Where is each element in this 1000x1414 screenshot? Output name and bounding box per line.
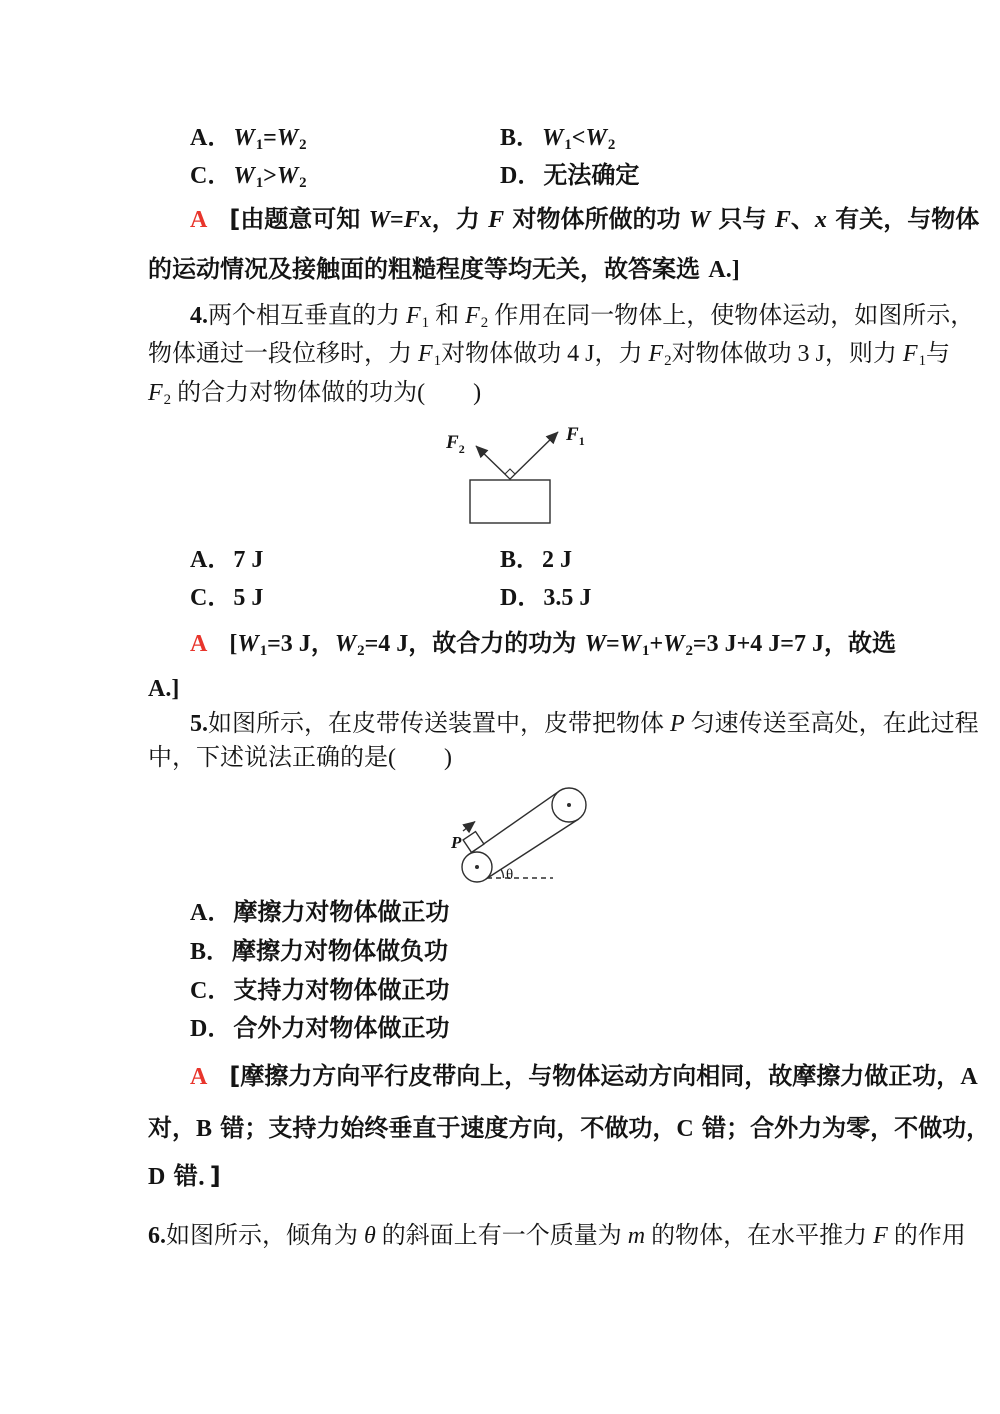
text-segment: 1 — [918, 352, 927, 369]
q5-option-a-text — [233, 898, 449, 926]
q3-option-a — [190, 121, 307, 153]
text-segment: F — [406, 303, 421, 329]
text-segment: 有关，与物体 — [826, 205, 980, 233]
velocity-arrow — [463, 822, 475, 832]
force-f1-label: $F_1$ — [566, 424, 585, 448]
belt-lower-line — [485, 819, 578, 879]
text-segment: D — [148, 1164, 166, 1190]
text-segment: W — [276, 125, 299, 151]
q3-option-d-text — [543, 161, 639, 189]
q3-option-b-text — [542, 123, 615, 151]
text-segment: 5 J — [233, 585, 264, 611]
q4-option-c-letter: C． — [190, 585, 232, 611]
text-segment: 1 — [421, 314, 430, 331]
text-segment: F — [488, 207, 505, 233]
text-segment: F — [148, 380, 163, 406]
text-segment: x — [814, 207, 827, 233]
q3-option-b-letter: B． — [500, 125, 541, 151]
q4-option-c-text — [233, 583, 263, 611]
text-segment: C — [676, 1116, 694, 1142]
text-segment: W — [233, 125, 255, 151]
text-segment: W — [663, 631, 685, 657]
text-segment: 与 — [926, 341, 951, 367]
q5-option-b-letter: B． — [190, 939, 231, 965]
text-segment: 2 — [685, 642, 693, 659]
q3-option-b — [500, 121, 615, 153]
text-segment: 摩擦力对物体做负功 — [232, 937, 449, 965]
angle-arc — [501, 869, 504, 878]
text-segment: W — [688, 207, 711, 233]
text-segment: 3.5 J — [543, 585, 592, 611]
text-segment: 合外力对物体做正功 — [233, 1014, 450, 1042]
q4-stem-line2 — [148, 338, 950, 370]
text-segment: Fx — [403, 207, 432, 233]
text-segment: 4. — [190, 303, 208, 329]
text-segment: A — [960, 1064, 978, 1090]
text-segment: 两个相互垂直的力 — [208, 303, 406, 329]
text-segment: 2 — [299, 174, 307, 191]
q3-option-d — [500, 159, 639, 191]
text-segment: 物体通过一段位移时，力 — [148, 341, 418, 367]
q4-option-c — [190, 581, 263, 613]
q4-stem-text1 — [190, 303, 974, 329]
q5-option-d-text — [233, 1014, 449, 1042]
text-segment: ，力 — [431, 205, 489, 233]
text-segment: =3 J+4 J=7 J — [692, 631, 824, 657]
q3-option-a-text — [233, 123, 306, 151]
q5-option-c-text — [233, 976, 449, 1004]
q4-option-a — [190, 543, 263, 575]
q5-option-d-letter: D． — [190, 1016, 232, 1042]
text-segment: 的合力对物体做的功为( ) — [171, 380, 482, 406]
text-segment: A.] — [708, 257, 740, 283]
text-segment: 只与 — [710, 205, 775, 233]
text-segment: 5. — [190, 711, 208, 737]
q3-option-d-letter: D． — [500, 163, 542, 189]
q5-answer-line2 — [148, 1112, 990, 1144]
block-rect — [470, 480, 550, 523]
q5-answer-text2 — [148, 1114, 990, 1142]
q5-answer-line3 — [148, 1160, 221, 1192]
q4-force-diagram — [428, 412, 638, 530]
text-segment: W — [584, 631, 606, 657]
q5-answer-text3 — [148, 1162, 221, 1190]
text-segment: 的斜面上有一个质量为 — [375, 1223, 628, 1249]
text-segment: W — [368, 207, 391, 233]
text-segment: P — [670, 711, 685, 737]
text-segment: 1 — [259, 642, 268, 659]
text-segment: 2 — [664, 352, 672, 369]
q4-stem-text3 — [148, 380, 481, 406]
q4-option-b-text — [542, 545, 572, 573]
q4-stem-text2 — [148, 341, 950, 367]
q5-option-b-text — [232, 937, 448, 965]
text-segment: 1 — [255, 136, 264, 153]
text-segment: 错；合外力为零，不做功， — [693, 1114, 991, 1142]
text-segment: θ — [364, 1223, 376, 1249]
text-segment: 对， — [148, 1114, 196, 1142]
q5-option-a — [190, 896, 449, 928]
q4-option-b-letter: B． — [500, 547, 541, 573]
text-segment: 2 — [163, 391, 172, 408]
q3-answer-marker: A — [190, 207, 208, 233]
q5-answer-line1 — [190, 1060, 978, 1092]
text-segment: W — [233, 163, 255, 189]
text-segment: [ — [229, 631, 238, 657]
text-segment: 1 — [433, 352, 442, 369]
q4-option-d — [500, 581, 591, 613]
q5-answer-text1 — [229, 1062, 977, 1090]
q5-option-d — [190, 1012, 449, 1044]
text-segment: 错；支持力始终垂直于速度方向，不做功， — [212, 1114, 677, 1142]
q6-stem-text1 — [148, 1223, 966, 1249]
angle-theta-label: θ — [506, 867, 514, 883]
text-segment: 摩擦力对物体做正功 — [233, 898, 450, 926]
q4-answer-line1 — [190, 627, 896, 659]
q4-option-d-text — [543, 583, 591, 611]
text-segment: 6. — [148, 1223, 166, 1249]
text-segment: 错．] — [165, 1162, 221, 1190]
text-segment: 如图所示，在皮带传送装置中，皮带把物体 — [208, 711, 670, 737]
q5-option-a-letter: A． — [190, 900, 232, 926]
q4-answer-text1 — [229, 629, 896, 657]
text-segment: 7 J — [233, 547, 264, 573]
text-segment: ，故选 — [823, 629, 896, 657]
text-segment: 的物体，在水平推力 — [645, 1223, 874, 1249]
text-segment: F — [873, 1223, 888, 1249]
text-segment: 2 — [480, 314, 489, 331]
text-segment: = — [390, 207, 404, 233]
q4-option-a-text — [233, 545, 263, 573]
text-segment: [摩擦力方向平行皮带向上，与物体运动方向相同，故摩擦力做正功， — [229, 1062, 961, 1090]
q3-answer-line1 — [190, 203, 979, 235]
block-p-label: P — [451, 833, 462, 852]
text-segment: m — [627, 1223, 646, 1249]
text-segment: F — [418, 341, 433, 367]
q3-answer-text1 — [229, 205, 979, 233]
text-segment: F — [774, 207, 791, 233]
text-segment: W — [619, 631, 642, 657]
text-segment: 1 — [564, 136, 572, 153]
text-segment: 匀速传送至高处，在此过程 — [684, 711, 979, 737]
q5-option-c — [190, 974, 449, 1006]
text-segment: < — [571, 125, 586, 151]
text-segment: 对物体做功 3 J，则力 — [671, 341, 903, 367]
q3-option-c — [190, 159, 307, 191]
q5-answer-marker: A — [190, 1064, 208, 1090]
text-segment: 、 — [790, 205, 815, 233]
q5-stem-text2 — [148, 745, 452, 771]
q4-option-b — [500, 543, 572, 575]
lower-pulley-axle — [475, 865, 479, 869]
text-segment: 的运动情况及接触面的粗糙程度等均无关，故答案选 — [148, 255, 709, 283]
text-segment: 和 — [429, 303, 466, 329]
text-segment: =4 J — [364, 631, 409, 657]
text-segment: F — [465, 303, 480, 329]
q4-stem-line1 — [190, 300, 974, 332]
q3-answer-line2 — [148, 253, 740, 285]
q4-option-a-letter: A． — [190, 547, 232, 573]
q3-option-c-text — [233, 161, 306, 189]
text-segment: 1 — [255, 174, 264, 191]
text-segment: ，故合力的功为 — [408, 629, 585, 657]
text-segment: 支持力对物体做正功 — [233, 976, 450, 1004]
text-segment: [由题意可知 — [229, 205, 369, 233]
text-segment: = — [263, 125, 277, 151]
q4-answer-line2 — [148, 672, 179, 704]
text-segment: 2 — [357, 642, 365, 659]
q5-option-c-letter: C． — [190, 978, 232, 1004]
text-segment: 2 J — [542, 547, 573, 573]
q4-answer-marker: A — [190, 631, 208, 657]
block-p-rect — [463, 832, 484, 853]
text-segment: W — [334, 631, 357, 657]
q5-conveyor-diagram — [425, 780, 640, 892]
text-segment: + — [649, 631, 664, 657]
force-f2-label: $F_2$ — [446, 432, 465, 456]
text-segment: 如图所示，倾角为 — [166, 1223, 364, 1249]
q6-stem-line1 — [148, 1220, 966, 1252]
text-segment: F — [648, 341, 664, 367]
text-segment: ， — [310, 629, 335, 657]
text-segment: =3 J — [267, 631, 311, 657]
text-segment: 2 — [299, 136, 307, 153]
text-segment: A.] — [148, 676, 180, 702]
text-segment: W — [237, 631, 259, 657]
text-segment: 对物体做功 4 J，力 — [441, 341, 649, 367]
q5-stem-line1 — [190, 708, 979, 740]
q4-stem-line3 — [148, 377, 481, 409]
text-segment: B — [196, 1116, 213, 1142]
text-segment: W — [542, 125, 564, 151]
upper-pulley-axle — [567, 803, 571, 807]
q3-option-c-letter: C． — [190, 163, 232, 189]
text-segment: 中，下述说法正确的是( ) — [148, 745, 452, 771]
right-angle-marker — [505, 469, 515, 479]
text-segment: 1 — [642, 642, 650, 659]
text-segment: 作用在同一物体上，使物体运动，如图所示， — [488, 303, 975, 329]
text-segment: W — [585, 125, 607, 151]
text-segment: = — [605, 631, 620, 657]
q5-option-b — [190, 935, 448, 967]
q4-option-d-letter: D． — [500, 585, 542, 611]
q3-option-a-letter: A． — [190, 125, 232, 151]
q5-stem-line2 — [148, 742, 452, 774]
text-segment: F — [902, 341, 918, 367]
text-segment: W — [276, 163, 299, 189]
text-segment: 无法确定 — [543, 161, 640, 189]
force-f1-arrow — [510, 432, 558, 479]
q5-stem-text1 — [190, 711, 979, 737]
q3-answer-text2 — [148, 255, 740, 283]
text-segment: 的作用 — [887, 1223, 966, 1249]
text-segment: 对物体所做的功 — [504, 205, 689, 233]
q4-answer-text2 — [148, 674, 179, 702]
text-segment: 2 — [607, 136, 616, 153]
text-segment: > — [263, 163, 277, 189]
